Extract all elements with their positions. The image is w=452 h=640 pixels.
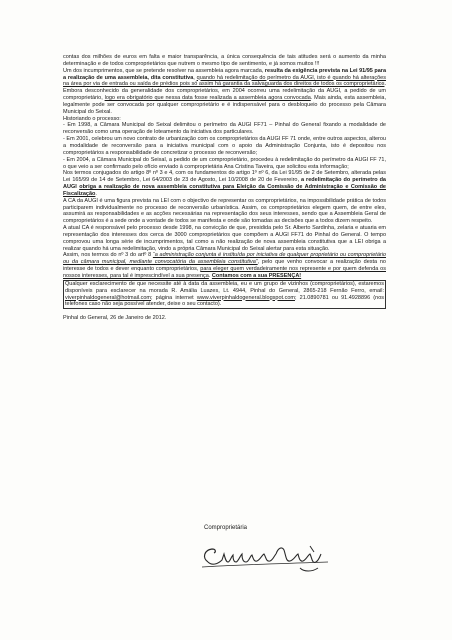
contact-info-paragraph xyxy=(63,280,386,309)
paragraph xyxy=(63,157,386,171)
text-segment: A atual CA é responsável pelo processo desde 1998, na convicção de que, presidida pelo Sr. Alberto Sardinha, zelaria e atuaria em representação dos interesses dos cerca de 3000 comproprietários que compõem a AUGI FF71 do Pinhal do General. O tempo comprovou uma longa série de incumprimentos, tal como a não realização de nova assembleia constitutiva que a LEI obriga a realizar quando há uma redelimitação, vindo a própria Câmara Municipal do Seixal alertar para esta situação. xyxy=(63,225,386,252)
paragraph xyxy=(63,252,386,279)
handwritten-signature xyxy=(200,540,330,574)
paragraph xyxy=(63,225,386,252)
signatory-role: Comproprietária xyxy=(204,525,248,531)
text-segment: . xyxy=(208,273,212,279)
text-segment: , pelo que venho convocar a realização desta no interesse de todos e dever enquanto comproprietários, xyxy=(63,259,386,273)
text-segment: Nos termos conjugados do artigo 8º nº 3 e 4, com os fundamentos do artigo 1º nº 6, da Lei 91/95 de 2 de Setembro, alterada pelas Lei 165/99 de 14 de Setembro, Lei 64/2003 de 23 de Agosto, Lei 10/2008 de 20 de Fevereiro, xyxy=(63,170,386,184)
text-segment: Um dos incumprimentos, que se pretende resolver na assembleia agora marcada, xyxy=(63,67,265,74)
paragraph xyxy=(63,116,386,123)
text-segment: obriga a realização de nova assembleia constitutiva para Eleição da Comissão de Administração e Comissão de Fiscalização xyxy=(63,184,386,197)
letter-body xyxy=(63,54,386,322)
text-segment: - Em 2004, a Câmara Municipal do Seixal, a pedido de um comproprietário, procedeu à redelimitação do perímetro da AUGI FF 71, o que veio a ser confirmado pelo ofício enviado à comproprietária Ana Cristina Taveira, que solicitou esta informação; xyxy=(63,156,386,170)
paragraph xyxy=(63,122,386,136)
paragraph xyxy=(63,198,386,225)
text-segment: A CA da AUGI é uma figura prevista na LEI com o objectivo de representar os comproprietários, na impossibilidade prática de todos participarem individualmente no processo de reconversão urbanística. Assim, os comproprietários elegem quem, de entre eles, assumirá as responsabilidades e as acções necessárias na representação dos seus interesses, sendo que a Assembleia Geral de comproprietários é a sede onde a vontade de todos se manifesta e onde são tomadas as decisões que a todos dizem respeito. xyxy=(63,197,386,225)
text-segment: - Em 1998, a Câmara Municipal do Seixal delimitou o perímetro da AUGI FF71 – Pinhal do General fixando a modalidade de reconversão como uma operação de loteamento da iniciativa dos particulares. xyxy=(63,122,386,136)
paragraph xyxy=(63,315,386,322)
text-segment: “a administração conjunta é instituída por iniciativa de qualquer proprietário ou comproprietário ou da câmara municipal, mediante convocatória da assembleia constitutiva” xyxy=(63,252,386,266)
text-segment: Assim, nos termos do nº 3 do artº 8 xyxy=(63,252,153,259)
text-segment: para eleger quem verdadeiramente nos represente e por quem defenda os nossos interesses, para tal é imprescindível a sua presença xyxy=(63,266,386,279)
text-segment: ; 21.0890781 ou 91.4928896 (nos telefones caso não seja possível atender, deixe o seu contacto). xyxy=(65,294,384,308)
text-segment: ; página internet xyxy=(151,294,197,301)
text-segment: a redelimitação do perímetro da AUGI xyxy=(63,177,386,191)
text-segment: Historiando o processo: xyxy=(63,115,121,122)
paragraph xyxy=(63,54,386,68)
text-segment: contas dos milhões de euros em falta e maior transparência, a única consequência de tais atitudes será o aumento da minha determinação e de todos comproprietários que nutrem o mesmo tipo de sentimento, e já somos muitos !!! xyxy=(63,54,386,67)
text-segment: www.viverpinhaldogeneral.blogspot.com xyxy=(196,294,295,301)
text-segment: Pinhal do General, 26 de Janeiro de 2012. xyxy=(63,315,167,322)
text-segment: resulta da exigência prevista na Lei 91/95 para a realização de uma assembleia, dita constitutiva xyxy=(63,67,386,81)
text-segment: logo era obrigatório que nessa data fosse realizada a assembleia agora convocada xyxy=(104,95,311,102)
paragraph xyxy=(63,68,386,116)
paragraph xyxy=(63,136,386,157)
text-segment: Qualquer esclarecimento de que necessite até à data da assembleia, eu e um grupo de vizinhos (comproprietários), estaremos disponíveis para esclarecer na morada R. Amália Luazes, Lt. 4944, Pinhal do General, 2865-218 Fernão Ferro, email: xyxy=(65,280,384,294)
text-segment: . xyxy=(95,190,97,197)
paragraph xyxy=(63,170,386,197)
text-segment: viverpinhaldogeneral@hotmail.com xyxy=(65,294,151,301)
text-segment: , xyxy=(193,74,197,81)
text-segment: . Embora desconhecido da generalidade dos comproprietários, em 2004 ocorreu uma redelimitação da AUGI, a pedido de um comproprietário, xyxy=(63,81,386,102)
text-segment: quando há redelimitação do perímetro da AUGI, isto é quando há alterações na área por via de entrada ou saída de prédios pois só assim há garantia da salvaguarda dos direitos de todos os comproprietários xyxy=(63,74,386,88)
text-segment: . Mais ainda, esta assembleia, legalmente pode ser convocada por qualquer comproprietário e é indispensável para o desbloqueio do processo pela Câmara Municipal do Seixal. xyxy=(63,95,387,115)
text-segment: - Em 2001, celebrou um novo contrato de urbanização com os comproprietários da AUGI FF 71 onde, entre outros aspectos, alterou a modalidade de reconversão para a iniciativa municipal com o apoio da Administração Conjunta, isto é depositou nos comproprietários a responsabilidade de concretizar o processo de reconversão; xyxy=(63,136,386,156)
text-segment: Contamos com a sua PRESENÇA! xyxy=(211,273,302,279)
